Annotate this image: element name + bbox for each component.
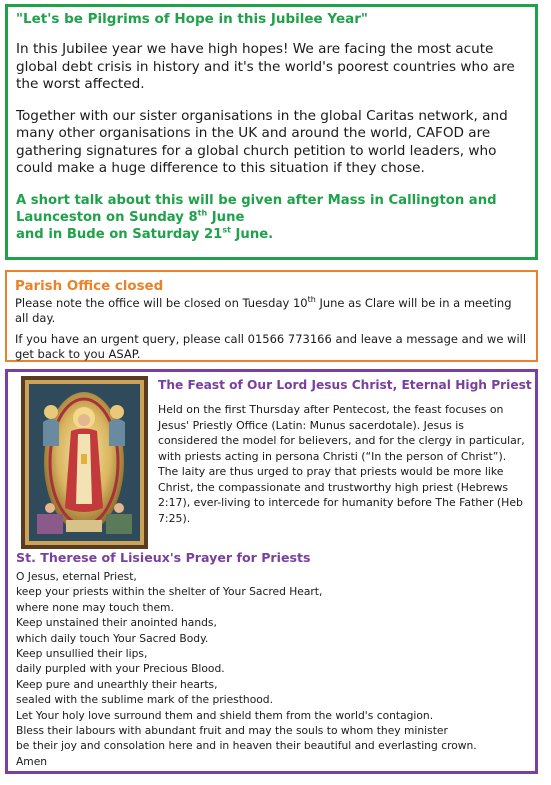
- prayer-line: Keep unsullied their lips,: [16, 647, 148, 661]
- talk-sup-2: st: [222, 225, 231, 235]
- prayer-line: Keep unstained their anointed hands,: [16, 616, 217, 630]
- prayer-line: Amen: [16, 754, 48, 768]
- talk-line-1: A short talk about this will be given after Mass in Callington and Launceston on Sunday 8: [16, 192, 497, 225]
- prayer-lines: [16, 569, 534, 769]
- talk-line-1-end: June: [207, 209, 245, 225]
- prayer-line: Bless their labours with abundant fruit and may the souls to whom they minister: [16, 724, 448, 738]
- feast-section: [5, 369, 538, 774]
- jubilee-paragraph-2: Together with our sister organisations in the global Caritas network, and many other organisations in the UK and around the world, CAFOD are gathering signatures for a global church petition to world leaders, who could make a huge difference to this situation if they chose.: [16, 107, 508, 176]
- prayer-line: sealed with the sublime mark of the priesthood.: [16, 693, 273, 707]
- office-sup: th: [307, 295, 316, 305]
- christ-high-priest-icon: [21, 376, 148, 549]
- office-para-1a: Please note the office will be closed on Tuesday 10: [15, 296, 308, 310]
- office-paragraph-2: If you have an urgent query, please call 01566 773166 and leave a message and we will get back to you ASAP.: [15, 332, 527, 361]
- prayer-line: daily purpled with your Precious Blood.: [16, 662, 225, 676]
- prayer-line: where none may touch them.: [16, 600, 174, 614]
- talk-sup-1: th: [197, 208, 208, 218]
- prayer-line: Let Your holy love surround them and shield them from the world's contagion.: [16, 708, 434, 722]
- office-paragraph-1: [15, 296, 528, 326]
- prayer-line: O Jesus, eternal Priest,: [16, 570, 137, 583]
- office-title: Parish Office closed: [15, 279, 164, 294]
- parish-office-section: [5, 270, 538, 362]
- talk-line-2-end: June.: [230, 226, 274, 242]
- prayer-line: Keep pure and unearthly their hearts,: [16, 677, 218, 691]
- jubilee-section: [5, 4, 538, 260]
- prayer-line: which daily touch Your Sacred Body.: [16, 631, 209, 645]
- prayer-title: St. Therese of Lisieux's Prayer for Priests: [16, 550, 311, 565]
- feast-title: The Feast of Our Lord Jesus Christ, Eternal High Priest: [158, 378, 532, 392]
- talk-line-2: and in Bude on Saturday 21: [16, 226, 223, 242]
- holy-image: [21, 376, 148, 549]
- prayer-line: be their joy and consolation here and in heaven their beautiful and everlasting crown.: [16, 739, 477, 753]
- feast-body: Held on the first Thursday after Pentecost, the feast focuses on Jesus' Priestly Office (Latin: Munus sacerdotale). Jesus is considered the model for believers, and for the clergy in particular, with priests acting in persona Christi (“In the person of Christ”). The laity are thus urged to pray that priests would be more like Christ, the compassionate and trustworthy high priest (Hebrews 2:17), ever-living to intercede for humanity before The Father (Heb 7:25).: [158, 403, 525, 525]
- office-para-1b: June as Clare will be in a meeting all day.: [15, 296, 512, 325]
- jubilee-talk-notice: [16, 192, 527, 243]
- prayer-line: keep your priests within the shelter of Your Sacred Heart,: [16, 585, 323, 599]
- jubilee-paragraph-1: In this Jubilee year we have high hopes! We are facing the most acute global debt crisis in history and it's the world's poorest countries who are the worst affected.: [16, 41, 515, 92]
- jubilee-title: "Let's be Pilgrims of Hope in this Jubilee Year": [16, 11, 368, 27]
